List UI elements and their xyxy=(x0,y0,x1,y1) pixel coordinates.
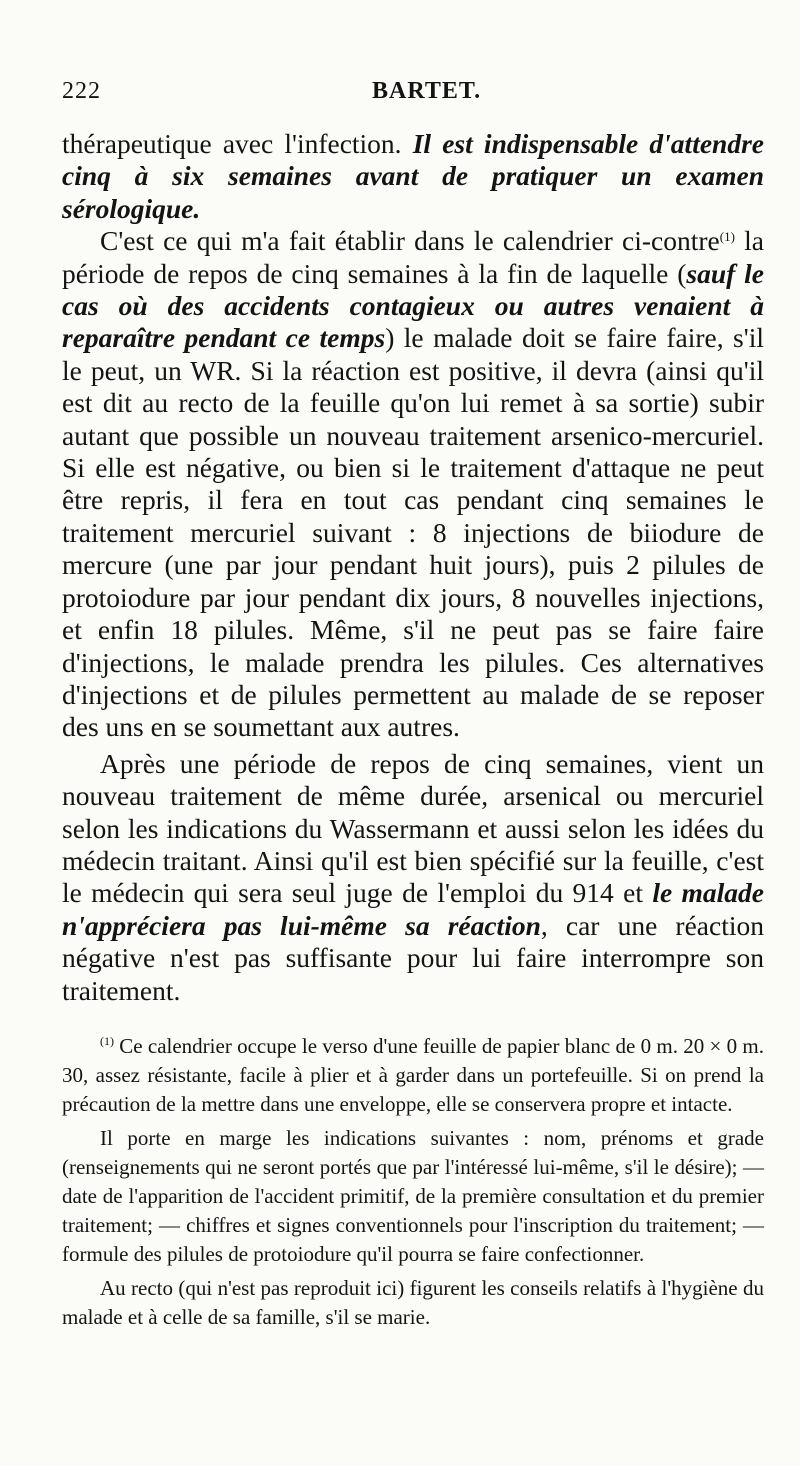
paragraph-2-emphasis: sauf le cas où des accidents contagieux ou autres venaient à reparaître pendant ce temps xyxy=(62,257,765,354)
paragraph-1 xyxy=(62,128,764,225)
main-text xyxy=(62,128,764,1007)
footnote-3-text: Au recto (qui n'est pas reproduit ici) figurent les conseils relatifs à l'hygiène du malade et à celle de sa famille, s'il se marie. xyxy=(62,1276,764,1330)
page-header xyxy=(62,78,760,114)
paragraph-1-emphasis: Il est indispensable d'attendre cinq à six semaines avant de pratiquer un examen sérologique. xyxy=(62,128,764,224)
paragraph-2 xyxy=(62,225,764,744)
footnote-3 xyxy=(62,1274,764,1332)
paragraph-2-text-c: ) le malade doit se faire faire, s'il le peut, un WR. Si la réaction est positive, il devra (ainsi qu'il est dit au recto de la feuille qu'on lui remet à sa sortie) subir autant que possible un nouveau traitement arsenico-mercuriel. Si elle est négative, ou bien si le traitement d'attaque ne peut être repris, il fera en tout cas pendant cinq semaines le traitement mercuriel suivant : 8 injections de biiodure de mercure (une par jour pendant huit jours), puis 2 pilules de protoiodure par jour pendant dix jours, 8 nouvelles injections, et enfin 18 pilules. Même, s'il ne peut pas se faire faire d'injections, le malade prendra les pilules. Ces alternatives d'injections et de pilules permettent au malade de se reposer des uns en se soumettant aux autres. xyxy=(62,322,764,743)
paragraph-2-text-a: C'est ce qui m'a fait établir dans le calendrier ci-contre xyxy=(100,225,720,257)
footnote-1 xyxy=(62,1032,764,1118)
paragraph-3 xyxy=(62,748,764,1007)
paragraph-3-text-a: Après une période de repos de cinq semaines, vient un nouveau traitement de même durée, arsenical ou mercuriel selon les indications du Wassermann et aussi selon les idées du médecin traitant. Ainsi qu'il est bien spécifié sur la feuille, c'est le médecin qui sera seul juge de l'emploi du 914 et xyxy=(62,747,764,909)
paragraph-2-text-b: la période de repos de cinq semaines à la fin de laquelle ( xyxy=(62,225,764,289)
footnotes xyxy=(62,1032,764,1332)
page-number: 222 xyxy=(62,78,101,104)
footnote-1-mark: (1) xyxy=(100,1034,114,1048)
footnote-reference: (1) xyxy=(719,229,735,245)
footnote-1-text: Ce calendrier occupe le verso d'une feuille de papier blanc de 0 m. 20 × 0 m. 30, assez résistante, facile à plier et à garder dans un portefeuille. Si on prend la précaution de la mettre dans une enveloppe, elle se conservera propre et intacte. xyxy=(62,1034,764,1116)
running-head: BARTET. xyxy=(372,78,482,104)
footnote-2-text: Il porte en marge les indications suivantes : nom, prénoms et grade (renseignements qui ne seront portés que par l'intéressé lui-même, s'il le désire); — date de l'apparition de l'accident primitif, de la première consultation et du premier traitement; — chiffres et signes conventionnels pour l'inscription du traitement; — formule des pilules de protoiodure qu'il pourra se faire confectionner. xyxy=(62,1126,764,1266)
footnote-2 xyxy=(62,1124,764,1268)
paragraph-3-emphasis: le malade n'appréciera pas lui-même sa réaction xyxy=(62,877,765,941)
paragraph-3-text-b: , car une réaction négative n'est pas suffisante pour lui faire interrompre son traitement. xyxy=(62,909,764,1006)
paragraph-1-text: thérapeutique avec l'infection. xyxy=(62,128,413,159)
